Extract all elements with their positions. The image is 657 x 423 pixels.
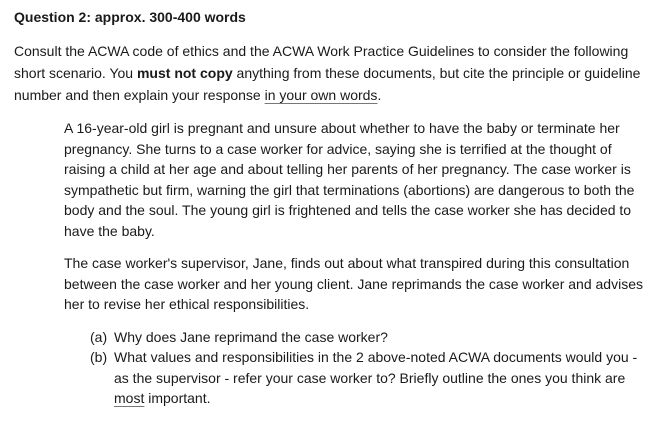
question-label-a: (a)	[90, 328, 108, 345]
question-b-underlined-text: most	[114, 390, 145, 406]
question-list	[90, 327, 650, 409]
question-text-a: Why does Jane reprimand the case worker?	[114, 328, 388, 345]
question-text-b	[114, 347, 650, 409]
question-heading: Question 2: approx. 300-400 words	[14, 9, 246, 25]
instructions-text-3: .	[377, 87, 382, 103]
question-label-b: (b)	[90, 349, 108, 365]
scenario-paragraph-2: The case worker's supervisor, Jane, finds out about what transpired during this consultation between the case worker and her young client. Jane reprimands the case worker and advises her to revise her ethical responsibilities.	[64, 255, 643, 312]
scenario-paragraph-1: A 16-year-old girl is pregnant and unsure about whether to have the baby or terminate her pregnancy. She turns to a case worker for advice, saying she is terrified at the thought of raising a child at her age and about telling her parents of her pregnancy. The case worker is sympathetic but firm, warning the girl that terminations (abortions) are dangerous to both the body and the soul. The young girl is frightened and tells the case worker she has decided to have the baby.	[64, 120, 635, 239]
instructions-text-1: Consult the ACWA code of ethics and the ACWA Work Practice Guidelines to consider the following short scenario. You	[14, 43, 629, 81]
question-b-text-2: important.	[144, 390, 211, 406]
instructions-paragraph	[14, 40, 643, 106]
question-b-text-1: What values and responsibilities in the 2 above-noted ACWA documents would you - as the supervisor - refer your case worker to? Briefly outline the ones you think are	[114, 349, 638, 386]
instructions-text-2: anything from these documents, but cite the principle or guideline number and then explain your response	[14, 65, 641, 103]
question-item-a	[90, 327, 650, 348]
scenario-block	[64, 118, 649, 315]
instructions-underlined-text: in your own words	[264, 87, 378, 103]
instructions-bold-text: must not copy	[136, 65, 233, 81]
question-item-b	[90, 347, 650, 409]
